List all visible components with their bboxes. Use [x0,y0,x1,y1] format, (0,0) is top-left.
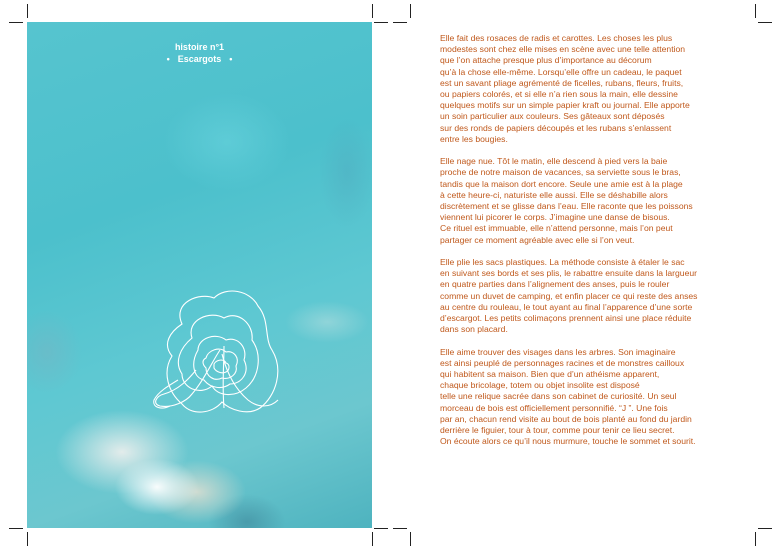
text-line: est ainsi peuplé de personnages racines et de monstres cailloux [440,357,685,368]
text-line: modestes sont chez elle mises en scène avec une telle attention [440,44,686,55]
story-text [440,33,750,459]
snail-contour-drawing-icon [152,284,292,424]
text-line: à cette heure-ci, naturiste elle aussi. Elle se déshabille alors [440,189,668,200]
crop-mark [755,4,756,18]
crop-mark [393,528,407,529]
text-line: chaque bricolage, totem ou objet insolite est disposé [440,380,640,391]
text-line: Elle fait des rosaces de radis et carottes. Les choses les plus [440,33,673,43]
text-line: ou papiers colorés, et si elle n’a rien sous la main, elle dessine [440,89,678,100]
text-line: qui habitent sa maison. Bien que d’un athéisme apparent, [440,369,660,380]
story-title: histoire n°1 [174,42,225,52]
text-line: viennent lui picorer le corps. J’imagine une danse de bisous. [440,212,670,223]
text-line: On écoute alors ce qu’il nous murmure, touche le sommet et sourit. [440,436,696,447]
text-line: comme un duvet de camping, et enfin placer ce qui reste des anses [440,290,698,301]
crop-mark [374,528,388,529]
story-subtitle-text: Escargots [177,54,222,64]
crop-mark [27,4,28,18]
text-line: derrière le figuier, tour à tour, comme pour tenir ce lieu secret. [440,425,675,436]
text-line: est un savant pliage agrémenté de ficelles, rubans, fleurs, fruits, [440,77,684,88]
text-line: morceau de bois est officiellement personnifié. “J ”. Une fois [440,402,668,413]
text-line: Elle aime trouver des visages dans les arbres. Son imaginaire [440,346,676,357]
text-line: qu’à la chose elle-même. Lorsqu’elle offre un cadeau, le paquet [440,66,682,77]
paragraph [440,347,750,448]
text-line: Elle plie les sacs plastiques. La méthode consiste à étaler le sac [440,257,685,268]
text-line: en suivant ses bords et ses plis, le rabattre ensuite dans la largueur [440,268,698,279]
bullet-dot: • [229,54,233,64]
paragraph [440,257,750,335]
text-line: proche de notre maison de vacances, sa serviette sous le bras, [440,167,681,178]
text-line: par an, chacun rend visite au bout de bois planté au fond du jardin [440,413,692,424]
text-line: partager ce moment agréable avec elle si l’on veut. [440,234,635,245]
crop-mark [27,532,28,546]
text-line: Elle nage nue. Tôt le matin, elle descend à pied vers la baie [440,156,668,167]
text-line: d’escargot. Les petits colimaçons prennent ainsi une place réduite [440,313,692,324]
text-line: entre les bougies. [440,133,508,144]
crop-mark [9,528,23,529]
text-line: discrètement et se glisse dans l’eau. Elle raconte que les poissons [440,201,693,212]
text-line: Ce rituel est immuable, elle n’attend personne, mais l’on peut [440,223,673,234]
cover-photo [27,22,372,528]
crop-mark [9,22,23,23]
text-line: en quatre parties dans l’alignement des anses, puis le rouler [440,279,670,290]
text-line: un soin particulier aux couleurs. Ses gâteaux sont déposés [440,111,665,122]
crop-mark [410,532,411,546]
text-line: quelques motifs sur un simple papier kraft ou journal. Elle apporte [440,100,690,111]
bullet-dot: • [166,54,170,64]
story-subtitle [27,54,372,65]
text-line: dans son placard. [440,324,508,335]
text-line: que l’on attache presque plus d’importance au décorum [440,55,652,66]
text-line: telle une relique sacrée dans son cabinet de curiosité. Un seul [440,391,677,402]
crop-mark [758,22,772,23]
crop-mark [393,22,407,23]
crop-mark [374,22,388,23]
crop-mark [372,4,373,18]
text-line: sur des ronds de papiers découpés et les rubans s’enlassent [440,122,672,133]
paragraph [440,33,750,145]
text-line: tandis que la maison dort encore. Seule une amie est à la plage [440,178,683,189]
text-line: au centre du rouleau, le tout ayant au final l’apparence d’une sorte [440,301,693,312]
crop-mark [372,532,373,546]
crop-mark [755,532,756,546]
crop-mark [410,4,411,18]
paragraph [440,156,750,246]
crop-mark [758,528,772,529]
